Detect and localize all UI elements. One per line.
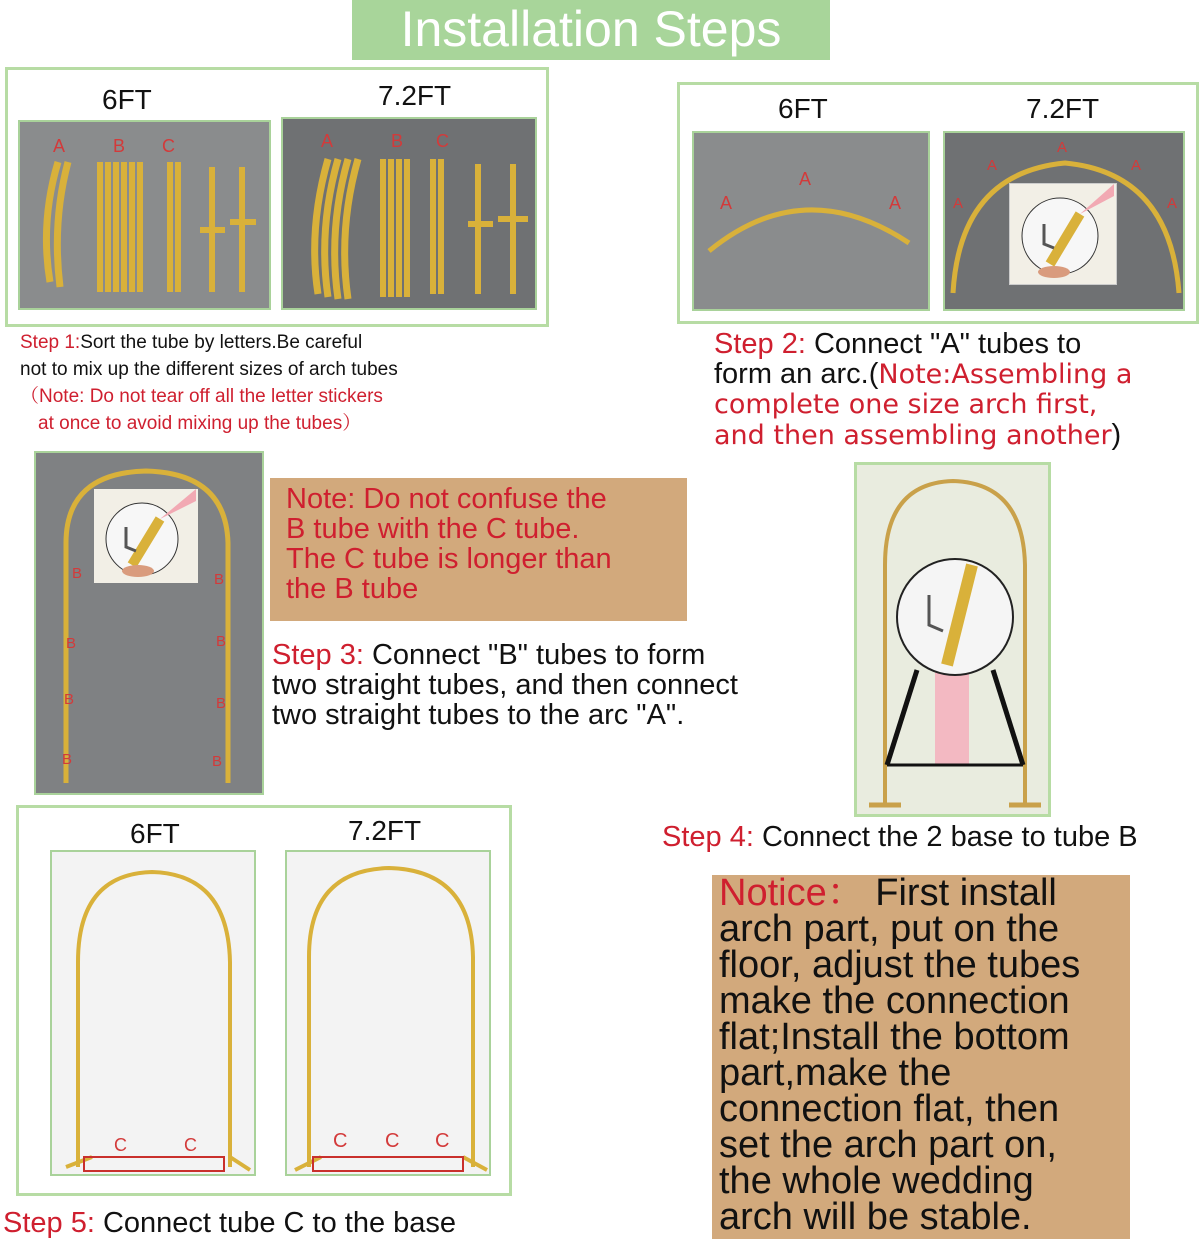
step1-label: Step 1: bbox=[20, 332, 81, 353]
step1-label-6ft: 6FT bbox=[102, 84, 152, 115]
step5-label: Step 5: bbox=[3, 1207, 95, 1239]
hex-key-inset-icon bbox=[1010, 184, 1116, 284]
step2-text: Connect "A" tubes to bbox=[805, 328, 1082, 360]
notice-line7: connection flat, then bbox=[719, 1088, 1060, 1130]
notice-label: Notice： bbox=[719, 872, 865, 914]
step5-arch-6ft bbox=[52, 852, 256, 1176]
notice-line6: part,make the bbox=[719, 1052, 952, 1094]
step1-letter-a: A bbox=[53, 136, 66, 156]
notice-line8: set the arch part on, bbox=[719, 1124, 1057, 1166]
step2-close: ) bbox=[1111, 419, 1122, 451]
step3-label: Step 3: bbox=[272, 639, 364, 671]
notice-line1: First install bbox=[864, 872, 1057, 914]
hex-key-inset-icon bbox=[94, 489, 198, 583]
step2-note-line1: Note:Assembling a bbox=[878, 359, 1133, 390]
notice-box bbox=[712, 872, 1130, 1239]
step3-text-line1: Connect "B" tubes to form bbox=[363, 639, 706, 671]
step3-inset-photo bbox=[94, 489, 198, 583]
step3-text-line3: two straight tubes to the arc "A". bbox=[272, 699, 685, 731]
step2-letter-a6: A bbox=[1057, 139, 1068, 156]
step2-letter-a3: A bbox=[889, 193, 902, 213]
step3-note-box bbox=[270, 478, 687, 621]
step3-note-line2: B tube with the C tube. bbox=[286, 513, 580, 545]
step5-drawing-6ft bbox=[50, 850, 256, 1176]
step2-inset-photo bbox=[1009, 183, 1117, 285]
step2-label: Step 2: bbox=[714, 328, 806, 360]
step5-label-6ft: 6FT bbox=[130, 818, 180, 849]
notice-line9: the whole wedding bbox=[719, 1160, 1034, 1202]
step2-photo-72ft bbox=[943, 131, 1185, 311]
step2-photo-6ft bbox=[692, 131, 930, 311]
step4-standing-arch bbox=[857, 465, 1051, 817]
step3-letter-b7: B bbox=[216, 695, 227, 712]
step2-letter-a1: A bbox=[720, 193, 733, 213]
step3-letter-b8: B bbox=[212, 753, 223, 770]
step1-note-line1: （Note: Do not tear off all the letter stickers bbox=[20, 386, 383, 407]
step1-text-line1: Sort the tube by letters.Be careful bbox=[80, 332, 363, 353]
step4-photo bbox=[854, 462, 1051, 817]
step1-letter-c-72: C bbox=[436, 131, 449, 151]
step1-photo-6ft bbox=[18, 120, 271, 310]
step1-caption bbox=[20, 329, 540, 437]
step3-letter-b5: B bbox=[214, 571, 225, 588]
step3-letter-b1: B bbox=[72, 565, 83, 582]
step2-text2: form an arc.( bbox=[714, 358, 879, 390]
step3-text-line2: two straight tubes, and then connect bbox=[272, 669, 738, 701]
step1-text-line2: not to mix up the different sizes of arch tubes bbox=[20, 359, 398, 380]
step1-letter-b-72: B bbox=[391, 131, 404, 151]
step4-text: Connect the 2 base to tube B bbox=[753, 821, 1138, 853]
title-banner bbox=[352, 0, 830, 60]
step3-note-line1: Note: Do not confuse the bbox=[286, 483, 607, 515]
step5-letter-c5: C bbox=[435, 1130, 450, 1152]
step3-letter-b2: B bbox=[66, 635, 77, 652]
step1-letter-a-72: A bbox=[321, 131, 334, 151]
step5-label-72ft: 7.2FT bbox=[348, 815, 422, 846]
step2-note-line2: complete one size arch first, bbox=[714, 389, 1098, 420]
step1-photo-72ft bbox=[281, 117, 537, 310]
notice-line4: make the connection bbox=[719, 980, 1070, 1022]
step1-letter-c: C bbox=[162, 136, 175, 156]
step1-note-line2: at once to avoid mixing up the tubes） bbox=[38, 413, 362, 434]
step5-letter-c2: C bbox=[184, 1135, 197, 1155]
notice-line5: flat;Install the bottom bbox=[719, 1016, 1070, 1058]
step5-arch-72ft bbox=[287, 852, 491, 1176]
step5-caption bbox=[3, 1208, 456, 1238]
step5-letter-c1: C bbox=[114, 1135, 127, 1155]
step3-letter-b6: B bbox=[216, 633, 227, 650]
notice-line10: arch will be stable. bbox=[719, 1196, 1032, 1238]
step3-letter-b4: B bbox=[62, 751, 73, 768]
step3-caption bbox=[272, 640, 812, 730]
step5-letter-c3: C bbox=[333, 1130, 348, 1152]
step4-label: Step 4: bbox=[662, 821, 754, 853]
notice-line2: arch part, put on the bbox=[719, 908, 1060, 950]
step3-note-line3: The C tube is longer than bbox=[286, 543, 612, 575]
step2-label-6ft: 6FT bbox=[778, 93, 828, 124]
step5-text: Connect tube C to the base bbox=[94, 1207, 457, 1239]
step3-photo bbox=[34, 451, 264, 795]
step2-letter-a4: A bbox=[953, 195, 964, 212]
step2-letter-a2: A bbox=[799, 169, 812, 189]
notice-line3: floor, adjust the tubes bbox=[719, 944, 1081, 986]
step1-label-72ft: 7.2FT bbox=[378, 80, 452, 111]
step2-arc-6ft bbox=[694, 133, 930, 311]
page-title: Installation Steps bbox=[400, 1, 782, 57]
step1-letter-b: B bbox=[113, 136, 126, 156]
step3-note-line4: the B tube bbox=[286, 573, 419, 605]
step5-drawing-72ft bbox=[285, 850, 491, 1176]
step2-letter-a8: A bbox=[1167, 195, 1178, 212]
step2-letter-a7: A bbox=[1131, 157, 1142, 174]
step2-label-72ft: 7.2FT bbox=[1026, 93, 1100, 124]
step2-caption bbox=[714, 329, 1200, 451]
step5-letter-c4: C bbox=[385, 1130, 400, 1152]
step3-letter-b3: B bbox=[64, 691, 75, 708]
step4-caption bbox=[662, 822, 1138, 852]
step2-note-line3: and then assembling another bbox=[714, 420, 1112, 451]
step2-letter-a5: A bbox=[987, 157, 998, 174]
